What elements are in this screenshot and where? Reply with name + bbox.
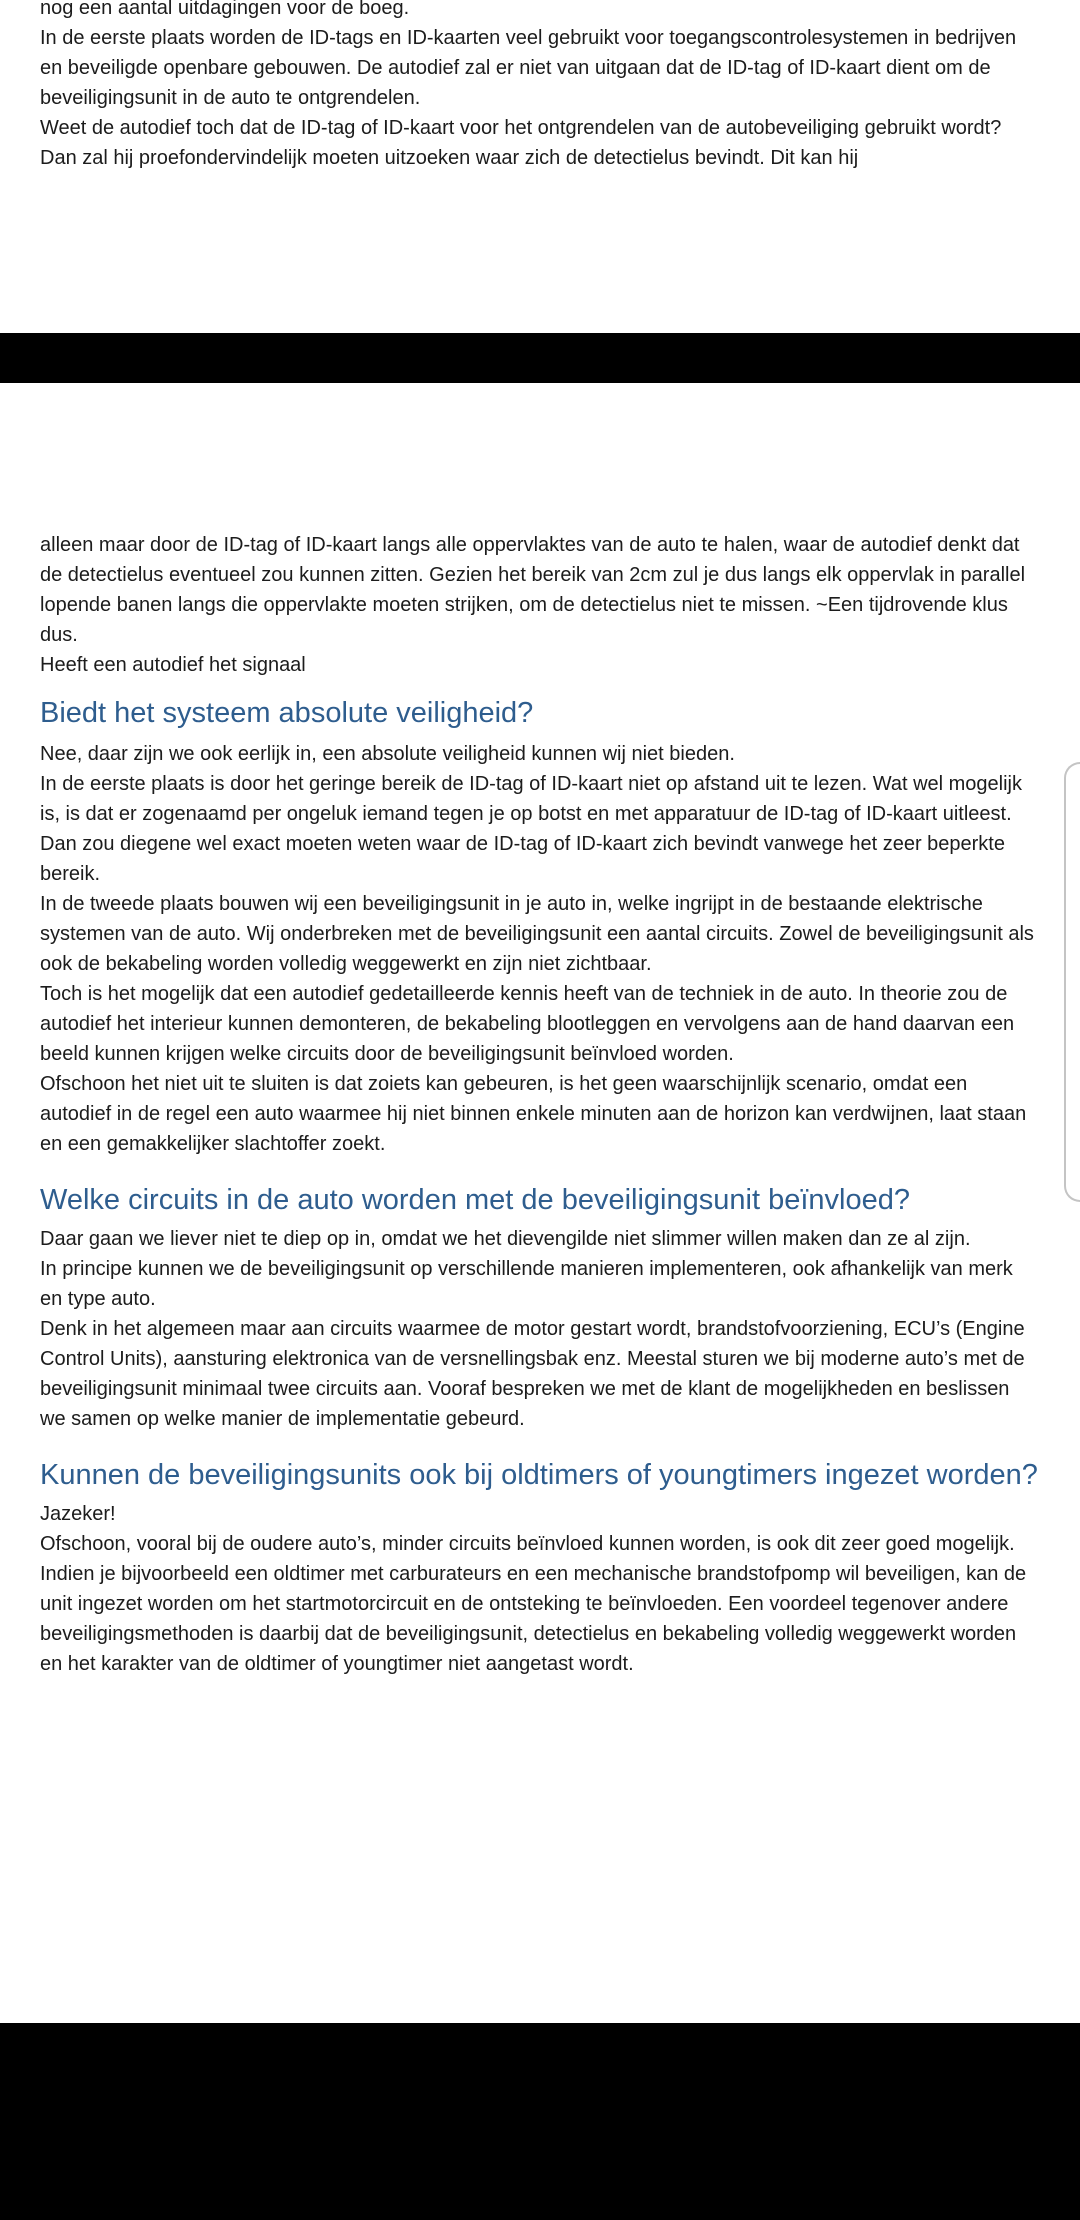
page-2-text [40,530,1040,1679]
section-heading: Biedt het systeem absolute veiligheid? [40,697,534,729]
paragraph: Nee, daar zijn we ook eerlijk in, een absolute veiligheid kunnen wij niet bieden. [40,743,735,765]
paragraph: In de eerste plaats is door het geringe bereik de ID-tag of ID-kaart niet op afstand uit te lezen. Wat wel mogelijk is, is dat er zogenaamd per ongeluk iemand tegen je op botst en met apparatuur de ID-tag of ID-kaart uitleest. [40,773,1023,825]
paragraph: Toch is het mogelijk dat een autodief gedetailleerde kennis heeft van de techniek in de auto. In theorie zou de autodief het interieur kunnen demonteren, de bekabeling blootleggen en vervolgens aan de hand daarvan een beeld kunnen krijgen welke circuits door de beveiligingsunit beïnvloed worden. [40,983,1015,1065]
paragraph: Denk in het algemeen maar aan circuits waarmee de motor gestart wordt, brandstofvoorziening, ECU’s (Engine Control Units), aansturing elektronica van de versnellingsbak enz. Meestal sturen we bij moderne auto’s met de beveiligingsunit minimaal twee circuits aan. Vooraf bespreken we met de klant de mogelijkheden en beslissen we samen op welke manier de implementatie gebeurd. [40,1318,1025,1430]
paragraph: Jazeker! [40,1503,116,1525]
document-page-2 [0,383,1080,2023]
paragraph: In de eerste plaats worden de ID-tags en ID-kaarten veel gebruikt voor toegangscontrolesystemen in bedrijven en beveiligde openbare gebouwen. De autodief zal er niet van uitgaan dat de ID-tag of ID-kaart dient om de beveiligingsunit in de auto te ontgrendelen. [40,27,1017,109]
paragraph: Dan zou diegene wel exact moeten weten waar de ID-tag of ID-kaart zich bevindt vanwege het zeer beperkte bereik. [40,833,1005,885]
paragraph: Ofschoon, vooral bij de oudere auto’s, minder circuits beïnvloed kunnen worden, is ook dit zeer goed mogelijk. [40,1533,1015,1555]
paragraph: Weet de autodief toch dat de ID-tag of ID-kaart voor het ontgrendelen van de autobeveiliging gebruikt wordt? Dan zal hij proefondervindelijk moeten uitzoeken waar zich de detectielus bevindt. Dit kan hij [40,117,1002,169]
paragraph: Ofschoon het niet uit te sluiten is dat zoiets kan gebeuren, is het geen waarschijnlijk scenario, omdat een autodief in de regel een auto waarmee hij niet binnen enkele minuten aan de horizon kan verdwijnen, laat staan en een gemakkelijker slachtoffer zoekt. [40,1073,1027,1155]
paragraph: Indien je bijvoorbeeld een oldtimer met carburateurs en een mechanische brandstofpomp wil beveiligen, kan de unit ingezet worden om het startmotorcircuit en de ontsteking te beïnvloeden. Een voordeel tegenover andere beveiligingsmethoden is daarbij dat de beveiligingsunit, detectielus en bekabeling volledig weggewerkt worden en het karakter van de oldtimer of youngtimer niet aangetast wordt. [40,1563,1027,1675]
paragraph: In de tweede plaats bouwen wij een beveiligingsunit in je auto in, welke ingrijpt in de bestaande elektrische systemen van de auto. Wij onderbreken met de beveiligingsunit een aantal circuits. Zowel de beveiligingsunit als ook de bekabeling worden volledig weggewerkt en zijn niet zichtbaar. [40,893,1034,975]
paragraph: nog een aantal uitdagingen voor de boeg. [40,0,410,19]
edge-panel-handle[interactable] [1064,762,1080,1202]
page-1-text [40,0,1040,173]
bottom-dark-area [0,2023,1080,2220]
section-heading: Kunnen de beveiligingsunits ook bij oldtimers of youngtimers ingezet worden? [40,1459,1038,1491]
paragraph: Daar gaan we liever niet te diep op in, omdat we het dievengilde niet slimmer willen maken dan ze al zijn. [40,1228,971,1250]
document-page-1 [0,0,1080,333]
page-separator [0,333,1080,383]
paragraph: Heeft een autodief het signaal [40,654,306,676]
paragraph: In principe kunnen we de beveiligingsunit op verschillende manieren implementeren, ook afhankelijk van merk en type auto. [40,1258,1013,1310]
section-heading: Welke circuits in de auto worden met de beveiligingsunit beïnvloed? [40,1184,910,1216]
paragraph: alleen maar door de ID-tag of ID-kaart langs alle oppervlaktes van de auto te halen, waar de autodief denkt dat de detectielus eventueel zou kunnen zitten. Gezien het bereik van 2cm zul je dus langs elk oppervlak in parallel lopende banen langs die oppervlakte moeten strijken, om de detectielus niet te missen. ~Een tijdrovende klus dus. [40,534,1026,646]
